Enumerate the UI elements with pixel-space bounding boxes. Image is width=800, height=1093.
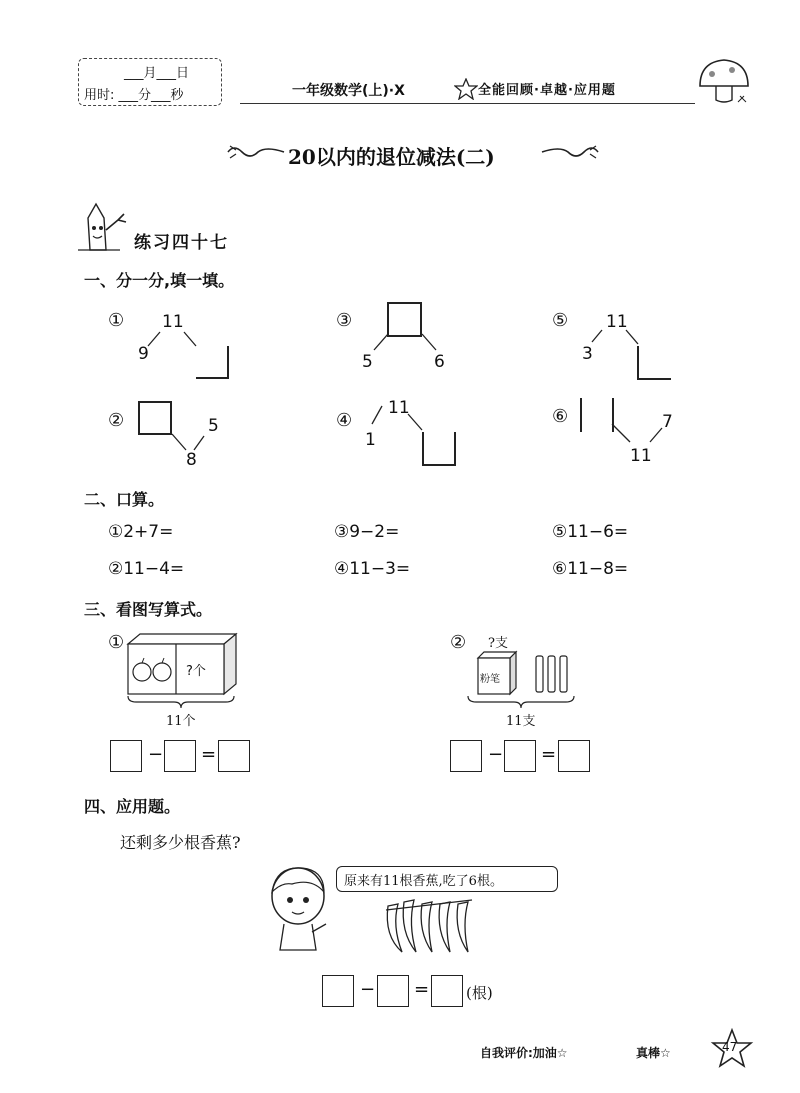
eq1-minus: − <box>148 744 164 765</box>
date-line: ___月___日 <box>124 66 190 81</box>
oral-item-6: ⑥11−8= <box>552 559 629 579</box>
header-rule <box>240 103 695 104</box>
section2-heading: 二、口算。 <box>84 490 165 509</box>
oral-item-1: ①2+7= <box>108 522 174 542</box>
item6-lines <box>600 410 680 450</box>
eq3-box-3[interactable] <box>431 975 463 1007</box>
item1-answer-box[interactable] <box>196 346 229 379</box>
item3-right: 6 <box>434 352 445 372</box>
title-ornament-left-icon <box>226 142 286 162</box>
pic1-unknown-label: ?个 <box>186 664 206 679</box>
pic1-total-label: 11个 <box>166 714 196 729</box>
bananas-illustration <box>382 896 478 960</box>
item3-lines <box>360 330 450 360</box>
item6-bottom: 11 <box>630 446 652 466</box>
pic2-box-label: 粉笔 <box>480 674 500 685</box>
item6-marker: ⑥ <box>552 406 569 427</box>
pic2-brace <box>466 694 576 710</box>
item1-left: 9 <box>138 344 149 364</box>
eq3-equals: = <box>414 979 430 1000</box>
self-eval-label: 自我评价:加油☆ <box>480 1046 568 1060</box>
oral-item-3: ③9−2= <box>334 522 400 542</box>
section1-heading: 一、分一分,填一填。 <box>84 271 235 290</box>
series-title: 全能回顾·卓越·应用题 <box>478 83 616 98</box>
speech-text: 原来有11根香蕉,吃了6根。 <box>344 874 503 889</box>
eq3-minus: − <box>360 979 376 1000</box>
item5-marker: ⑤ <box>552 310 569 331</box>
great-label: 真棒☆ <box>636 1046 671 1060</box>
book-title: 一年级数学(上)·X <box>292 83 405 99</box>
section3-heading: 三、看图写算式。 <box>84 600 213 619</box>
time-line: 用时: ___分___秒 <box>84 88 184 103</box>
eq3-unit: (根) <box>466 984 493 1002</box>
mushroom-icon <box>696 56 752 106</box>
boy-illustration <box>262 862 342 952</box>
section4-heading: 四、应用题。 <box>84 797 181 816</box>
title-ornament-right-icon <box>540 142 600 162</box>
item1-top: 11 <box>162 312 184 332</box>
oral-item-5: ⑤11−6= <box>552 522 629 542</box>
oral-item-2: ②11−4= <box>108 559 185 579</box>
item5-answer-box[interactable] <box>637 346 671 380</box>
eq3-box-1[interactable] <box>322 975 354 1007</box>
item1-marker: ① <box>108 310 125 331</box>
page-number: 47 <box>722 1040 738 1054</box>
eq2-equals: = <box>541 744 557 765</box>
item3-marker: ③ <box>336 310 353 331</box>
eq2-box-2[interactable] <box>504 740 536 772</box>
pic1-brace <box>126 694 236 710</box>
item5-left: 3 <box>582 344 593 364</box>
oral-item-4: ④11−3= <box>334 559 411 579</box>
item5-top: 11 <box>606 312 628 332</box>
eq1-box-1[interactable] <box>110 740 142 772</box>
eq2-minus: − <box>488 744 504 765</box>
item4-top: 11 <box>388 398 410 418</box>
pic2-unknown-label: ?支 <box>488 636 508 651</box>
item2-bottom: 8 <box>186 450 197 470</box>
pencil-mascot-icon <box>74 200 134 256</box>
eq3-box-2[interactable] <box>377 975 409 1007</box>
eq2-box-3[interactable] <box>558 740 590 772</box>
eq1-equals: = <box>201 744 217 765</box>
eq2-box-1[interactable] <box>450 740 482 772</box>
item3-left: 5 <box>362 352 373 372</box>
pic2-total-label: 11支 <box>506 714 536 729</box>
item2-right: 5 <box>208 416 219 436</box>
item2-lines <box>160 420 220 460</box>
eq1-box-2[interactable] <box>164 740 196 772</box>
eq1-box-3[interactable] <box>218 740 250 772</box>
item4-answer-box[interactable] <box>422 432 456 466</box>
star-icon <box>454 78 478 100</box>
pic1-marker: ① <box>108 632 125 653</box>
page-title: 20以内的退位减法(二) <box>288 145 495 169</box>
section4-question: 还剩多少根香蕉? <box>120 833 241 852</box>
pic2-marker: ② <box>450 632 467 653</box>
practice-label: 练习四十七 <box>134 233 229 253</box>
item2-marker: ② <box>108 410 125 431</box>
item4-left: 1 <box>365 430 376 450</box>
item4-marker: ④ <box>336 410 353 431</box>
item6-right: 7 <box>662 412 673 432</box>
